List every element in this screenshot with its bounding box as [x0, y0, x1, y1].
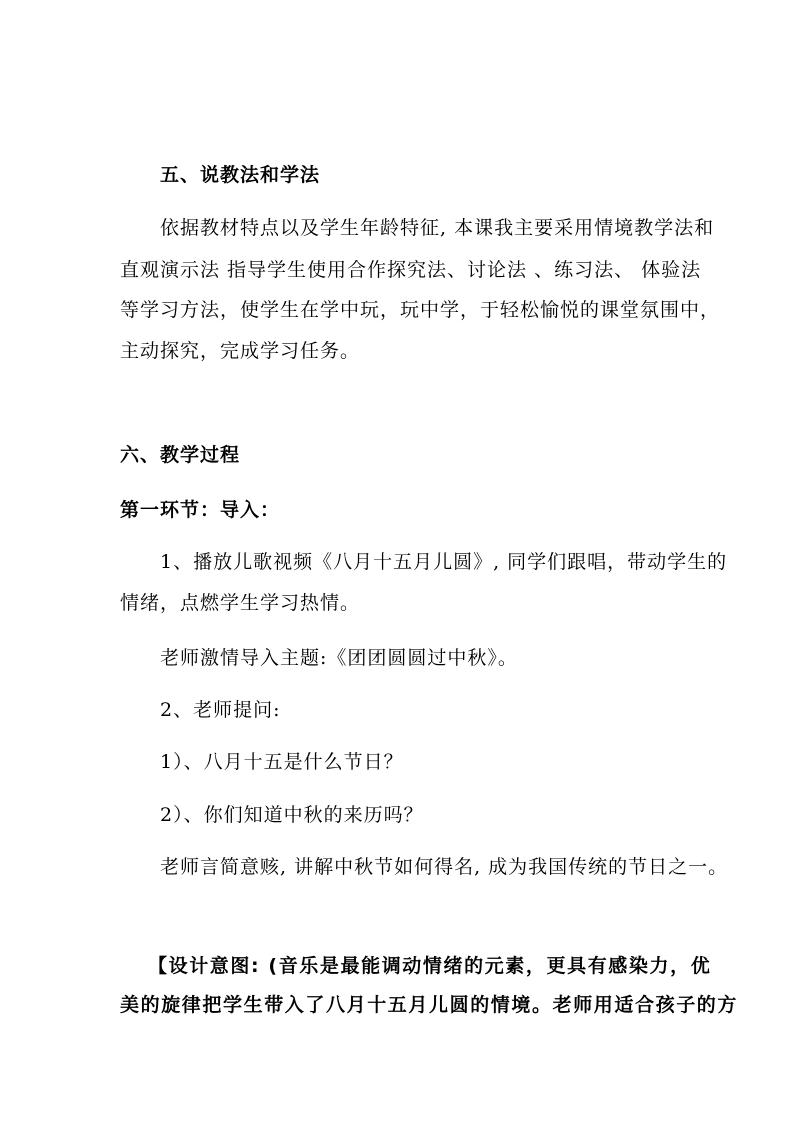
- paragraph-line: 等学习方法，使学生在学中玩，玩中学，于轻松愉悦的课堂氛围中，: [120, 299, 721, 321]
- design-intent-line: 美的旋律把学生带入了八月十五月儿圆的情境。老师用适合孩子的方: [120, 994, 739, 1016]
- paragraph-line: 老师言简意赅, 讲解中秋节如何得名, 成为我国传统的节日之一。: [160, 856, 729, 878]
- paragraph-line: 直观演示法 指导学生使用合作探究法、讨论法 、练习法、 体验法: [120, 259, 702, 281]
- paragraph-line: 依据教材特点以及学生年龄特征, 本课我主要采用情境教学法和: [160, 217, 715, 239]
- design-intent-line: 【设计意图: (音乐是最能调动情绪的元素，更具有感染力，优: [148, 955, 712, 977]
- question-item: 1）、八月十五是什么节日？: [160, 751, 404, 773]
- question-item: 2）、你们知道中秋的来历吗？: [160, 804, 424, 826]
- paragraph-line: 情绪，点燃学生学习热情。: [120, 592, 361, 614]
- section-heading-teaching-process: 六、教学过程: [120, 444, 241, 466]
- paragraph-line: 2、老师提问:: [160, 699, 281, 721]
- subsection-heading-intro: 第一环节：导入：: [120, 499, 281, 521]
- paragraph-line: 老师激情导入主题:《团团圆圆过中秋》。: [160, 647, 518, 669]
- paragraph-line: 主动探究，完成学习任务。: [120, 340, 361, 362]
- paragraph-line: 1、播放儿歌视频《八月十五月儿圆》, 同学们跟唱，带动学生的: [160, 551, 728, 573]
- section-heading-teaching-methods: 五、说教法和学法: [160, 164, 321, 186]
